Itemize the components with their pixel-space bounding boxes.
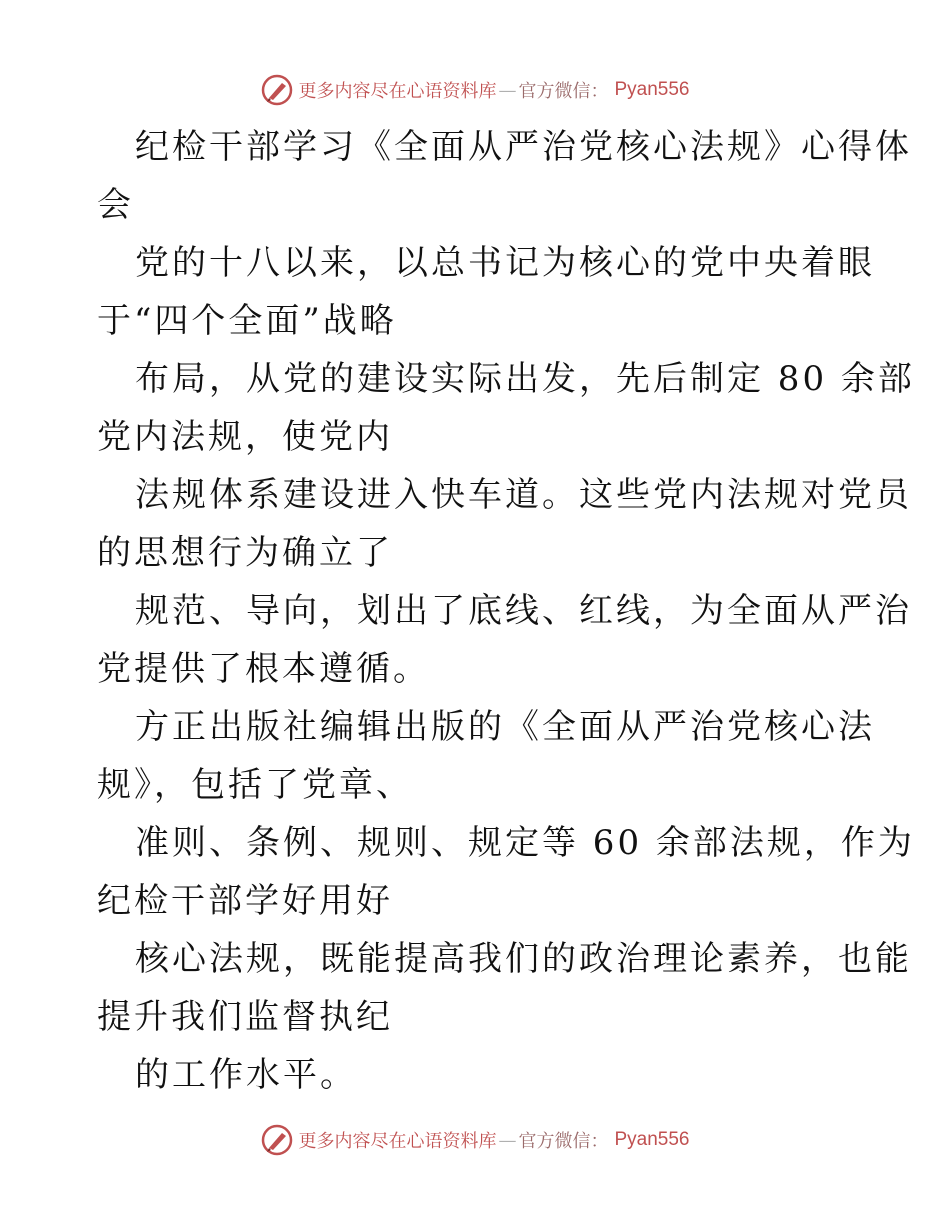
title-line-1: 纪检干部学习《全面从严治党核心法规》心得体 bbox=[135, 127, 912, 167]
paragraph-line: 核心法规，既能提高我们的政治理论素养，也能 bbox=[135, 939, 912, 979]
title-line-2: 会 bbox=[97, 185, 134, 225]
pen-logo-icon bbox=[260, 73, 294, 107]
paragraph-line: 规》，包括了党章、 bbox=[97, 765, 413, 805]
paragraph-line: 党提供了根本遵循。 bbox=[97, 649, 430, 689]
banner-wechat-label: 官方微信 bbox=[518, 1131, 591, 1152]
banner-text: 更多内容尽在心语资料库 bbox=[298, 1131, 497, 1152]
paragraph-line: 提升我们监督执纪 bbox=[97, 997, 393, 1037]
footer-banner bbox=[0, 1120, 950, 1160]
paragraph-line: 法规体系建设进入快车道。这些党内法规对党员 bbox=[135, 475, 912, 515]
paragraph-line: 党的十八以来，以总书记为核心的党中央着眼 bbox=[135, 243, 875, 283]
banner-separator: ： bbox=[590, 1131, 609, 1152]
banner-text: 更多内容尽在心语资料库 bbox=[298, 81, 497, 102]
paragraph-line: 布局，从党的建设实际出发，先后制定 80 余部 bbox=[135, 359, 915, 399]
paragraph-line: 纪检干部学好用好 bbox=[97, 881, 393, 921]
paragraph-line: 党内法规，使党内 bbox=[97, 417, 393, 457]
paragraph-line: 于“四个全面”战略 bbox=[97, 301, 397, 341]
banner-dash: — bbox=[498, 79, 517, 101]
banner-separator: ： bbox=[590, 81, 609, 102]
header-banner bbox=[0, 70, 950, 110]
paragraph-line: 准则、条例、规则、规定等 60 余部法规，作为 bbox=[135, 823, 915, 863]
paragraph-line: 规范、导向，划出了底线、红线，为全面从严治 bbox=[135, 591, 912, 631]
paragraph-line: 的工作水平。 bbox=[135, 1055, 357, 1095]
banner-wechat-label: 官方微信 bbox=[518, 81, 591, 102]
banner-wechat-id: Pyan556 bbox=[614, 79, 690, 100]
paragraph-line: 方正出版社编辑出版的《全面从严治党核心法 bbox=[135, 707, 875, 747]
pen-logo-icon bbox=[260, 1123, 294, 1157]
banner-wechat-id: Pyan556 bbox=[614, 1129, 690, 1150]
document-body bbox=[97, 118, 915, 1104]
paragraph-line: 的思想行为确立了 bbox=[97, 533, 393, 573]
banner-dash: — bbox=[498, 1129, 517, 1151]
